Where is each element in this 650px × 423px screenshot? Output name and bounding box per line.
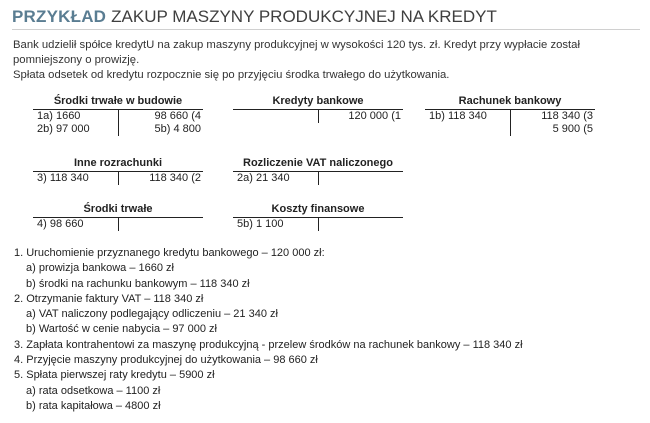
debit-entry: 5b) 1 100: [237, 218, 284, 230]
list-item: 1. Uruchomienie przyznanego kredytu bankowego – 120 000 zł:: [14, 247, 325, 259]
account-title: Rachunek bankowy: [425, 95, 595, 110]
list-subitem: a) VAT naliczony podlegający odliczeniu – 21 340 zł: [26, 308, 278, 321]
list-item: 4. Przyjęcie maszyny produkcyjnej do użytkowania – 98 660 zł: [14, 354, 318, 367]
title-bar: [12, 4, 640, 30]
list-subitem: b) rata kapitałowa – 4800 zł: [26, 399, 161, 412]
debit-entry: 2b) 97 000: [37, 123, 90, 135]
debit-entry: 2a) 21 340: [237, 172, 290, 184]
list-subitem: a) prowizja bankowa – 1660 zł: [26, 262, 174, 275]
account-title: Środki trwałe: [33, 203, 203, 218]
account-title: Koszty finansowe: [233, 203, 403, 218]
credit-entry: 5 900 (5: [552, 123, 593, 135]
account-srodki-w-budowie: [33, 95, 203, 136]
list-item: 2. Otrzymanie faktury VAT – 118 340 zł: [14, 292, 204, 305]
account-title: Środki trwałe w budowie: [33, 95, 203, 110]
account-title: Kredyty bankowe: [233, 95, 403, 110]
debit-entry: [425, 123, 510, 136]
credit-entry: 118 340 (2: [149, 172, 201, 184]
list-item: 3. Zapłata kontrahentowi za maszynę produkcyjną - przelew środków na rachunek bankowy – 118 340 zł: [14, 338, 523, 351]
credit-entry: 120 000 (1: [348, 110, 401, 122]
credit-entry: 98 660 (4: [154, 110, 201, 122]
page-title: ZAKUP MASZYNY PRODUKCYJNEJ NA KREDYT: [111, 7, 497, 26]
intro-line-1: Bank udzielił spółce kredytU na zakup maszyny produkcyjnej w wysokości 120 tys. zł. Kredyt przy wypłacie został pomniejszony o prowizję.: [13, 39, 580, 66]
list-item: 5. Spłata pierwszej raty kredytu – 5900 zł: [14, 369, 215, 382]
debit-entry: [233, 110, 318, 123]
credit-entry: [118, 218, 203, 231]
account-srodki-trwale: [33, 203, 203, 231]
account-kredyty-bankowe: [233, 95, 403, 123]
intro-line-2: Spłata odsetek od kredytu rozpocznie się po przyjęciu środka trwałego do użytkowania.: [13, 69, 450, 81]
account-rachunek-bankowy: [425, 95, 595, 136]
credit-entry: [318, 172, 403, 185]
account-title: Inne rozrachunki: [33, 157, 203, 172]
debit-entry: 1a) 1660: [37, 110, 81, 122]
credit-entry: [318, 218, 403, 231]
account-inne-rozrachunki: [33, 157, 203, 185]
list-subitem: b) środki na rachunku bankowym – 118 340 zł: [26, 277, 250, 290]
title-prefix: PRZYKŁAD: [12, 7, 107, 26]
account-vat-naliczony: [233, 157, 403, 185]
credit-entry: 5b) 4 800: [154, 123, 201, 135]
debit-entry: 4) 98 660: [37, 218, 84, 230]
operations-list: [14, 246, 642, 414]
account-koszty-finansowe: [233, 203, 403, 231]
intro-text: [13, 38, 641, 83]
credit-entry: 118 340 (3: [541, 110, 593, 122]
debit-entry: 3) 118 340: [37, 172, 89, 184]
list-subitem: b) Wartość w cenie nabycia – 97 000 zł: [26, 323, 217, 336]
account-title: Rozliczenie VAT naliczonego: [233, 157, 403, 172]
debit-entry: 1b) 118 340: [429, 110, 487, 122]
list-subitem: a) rata odsetkowa – 1100 zł: [26, 384, 161, 397]
